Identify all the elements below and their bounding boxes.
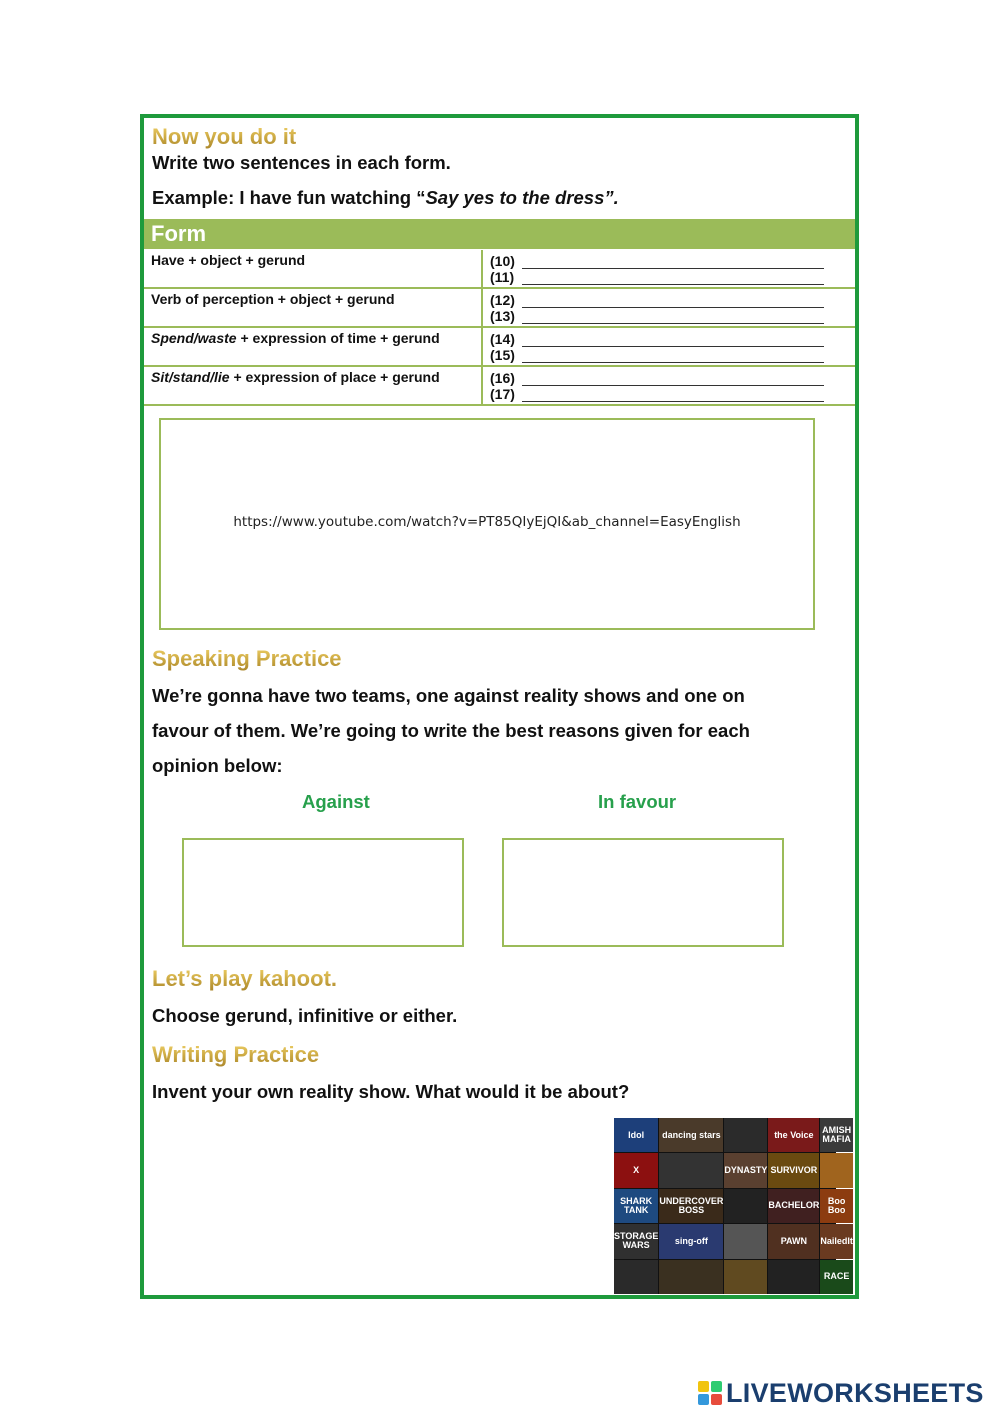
answer-number: (17) <box>490 386 515 402</box>
collage-tile <box>724 1224 767 1258</box>
video-embed[interactable] <box>159 418 815 630</box>
form-label <box>144 288 482 327</box>
collage-tile: BACHELOR <box>768 1189 819 1223</box>
answer-line[interactable] <box>522 350 824 363</box>
collage-tile <box>659 1260 723 1294</box>
form-label-italic: Spend/waste <box>151 330 237 346</box>
section-title-speaking: Speaking Practice <box>152 646 342 671</box>
answer-number: (16) <box>490 369 515 386</box>
form-label-text: + expression of place + gerund <box>229 369 440 385</box>
form-label-italic: Sit/stand/lie <box>151 369 230 385</box>
section-title-writing: Writing Practice <box>152 1042 320 1067</box>
collage-tile <box>768 1260 819 1294</box>
form-answers <box>482 327 855 366</box>
reality-shows-collage-image <box>614 1118 853 1294</box>
writing-text: Invent your own reality show. What would it be about? <box>152 1081 630 1102</box>
collage-tile: PAWN <box>768 1224 819 1258</box>
speaking-line-1: We’re gonna have two teams, one against reality shows and one on <box>152 685 745 706</box>
form-row <box>144 250 855 288</box>
answer-line[interactable] <box>522 272 824 285</box>
collage-tile: Boo Boo <box>820 1189 853 1223</box>
example-italic: Say yes to the dress”. <box>425 187 619 208</box>
collage-tile: STORAGE WARS <box>614 1224 658 1258</box>
form-label-text: Verb of perception + object + gerund <box>151 291 395 307</box>
answer-number: (15) <box>490 347 515 363</box>
liveworksheets-logo <box>698 1378 984 1408</box>
liveworksheets-logo-icon <box>698 1381 722 1405</box>
in-favour-answer-box[interactable] <box>502 838 784 947</box>
example-prefix: Example: I have fun watching “ <box>152 187 426 208</box>
instruction-text: Write two sentences in each form. <box>152 152 451 173</box>
collage-tile: RACE <box>820 1260 853 1294</box>
collage-tile: SHARK TANK <box>614 1189 658 1223</box>
form-label-text: Have + object + gerund <box>151 252 306 268</box>
form-answers <box>482 366 855 405</box>
form-row <box>144 288 855 327</box>
answer-number: (14) <box>490 330 515 347</box>
video-url[interactable]: https://www.youtube.com/watch?v=PT85QIyEjQI&ab_channel=EasyEnglish <box>233 514 741 530</box>
collage-tile: dancing stars <box>659 1118 723 1152</box>
against-heading: Against <box>302 791 370 812</box>
answer-number: (10) <box>490 252 515 269</box>
collage-tile <box>659 1153 723 1187</box>
answer-line[interactable] <box>522 311 824 324</box>
example-text <box>152 187 619 209</box>
form-label <box>144 250 482 288</box>
liveworksheets-wordmark: LIVEWORKSHEETS <box>726 1377 984 1408</box>
answer-line[interactable] <box>522 334 824 347</box>
worksheet-frame <box>140 114 859 1299</box>
logo-square <box>698 1394 709 1405</box>
form-header-bar <box>144 219 855 249</box>
collage-tile: DYNASTY <box>724 1153 767 1187</box>
form-label <box>144 366 482 405</box>
form-header-label: Form <box>151 221 206 246</box>
form-row <box>144 366 855 405</box>
speaking-line-3: opinion below: <box>152 755 283 776</box>
logo-square <box>711 1381 722 1392</box>
section-title-kahoot: Let’s play kahoot. <box>152 966 338 991</box>
kahoot-text: Choose gerund, infinitive or either. <box>152 1005 458 1026</box>
speaking-line-2: favour of them. We’re going to write the best reasons given for each <box>152 720 750 741</box>
form-answers <box>482 250 855 288</box>
form-row <box>144 327 855 366</box>
answer-line[interactable] <box>522 295 824 308</box>
collage-tile: AMISH MAFIA <box>820 1118 853 1152</box>
section-title-now-you-do-it: Now you do it <box>152 124 297 149</box>
collage-tile: NailedIt <box>820 1224 853 1258</box>
answer-line[interactable] <box>522 389 824 402</box>
in-favour-heading: In favour <box>598 791 677 812</box>
collage-tile: SURVIVOR <box>768 1153 819 1187</box>
answer-number: (11) <box>490 269 515 285</box>
collage-tile <box>724 1189 767 1223</box>
form-table <box>144 250 855 406</box>
against-answer-box[interactable] <box>182 838 464 947</box>
answer-number: (13) <box>490 308 515 324</box>
collage-tile <box>614 1260 658 1294</box>
form-answers <box>482 288 855 327</box>
answer-line[interactable] <box>522 256 824 269</box>
collage-tile: the Voice <box>768 1118 819 1152</box>
collage-tile: UNDERCOVER BOSS <box>659 1189 723 1223</box>
answer-line[interactable] <box>522 373 824 386</box>
form-label-text: + expression of time + gerund <box>236 330 440 346</box>
answer-number: (12) <box>490 291 515 308</box>
logo-square <box>711 1394 722 1405</box>
collage-tile: Idol <box>614 1118 658 1152</box>
collage-tile <box>724 1260 767 1294</box>
collage-tile <box>820 1153 853 1187</box>
collage-tile: sing-off <box>659 1224 723 1258</box>
form-label <box>144 327 482 366</box>
collage-tile: X <box>614 1153 658 1187</box>
logo-square <box>698 1381 709 1392</box>
collage-tile <box>724 1118 767 1152</box>
